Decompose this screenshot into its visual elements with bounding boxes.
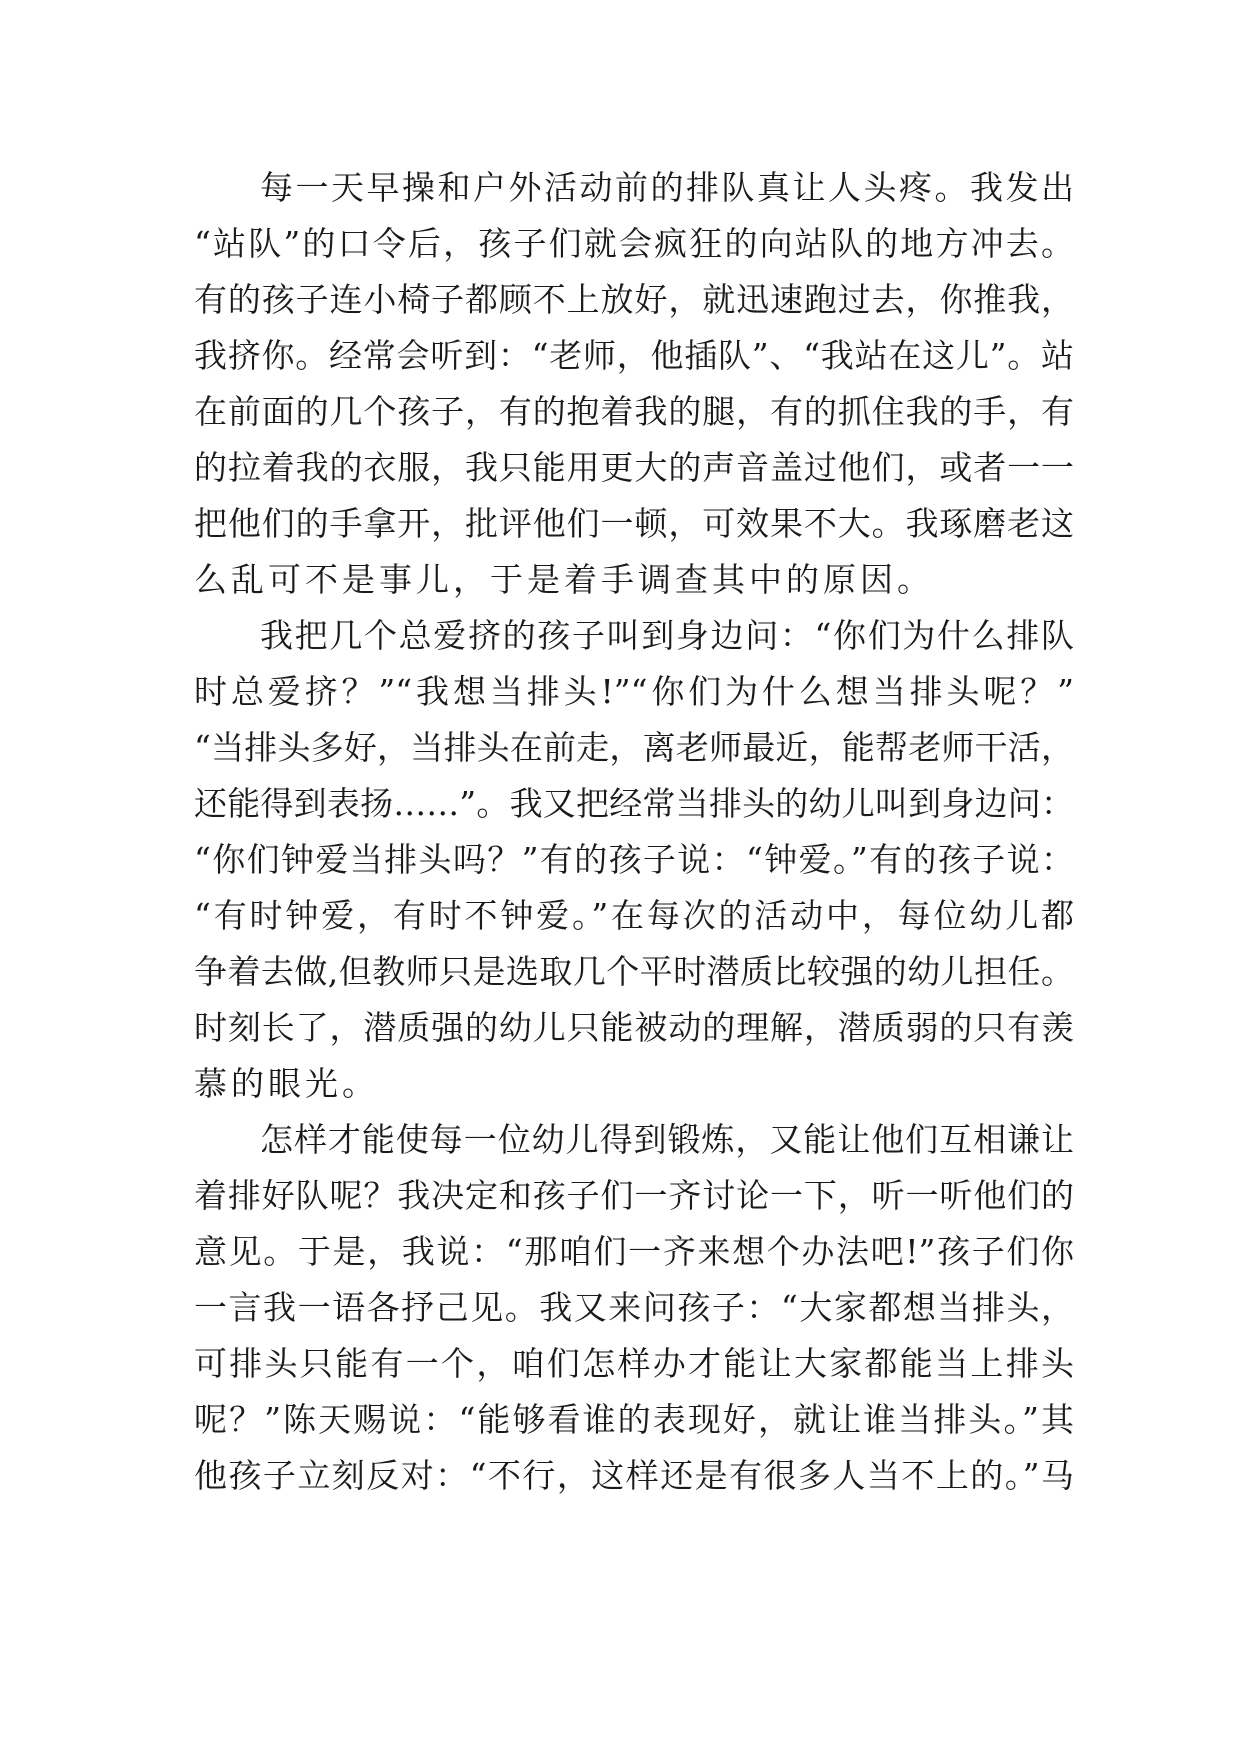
- text-line: “有时钟爱，有时不钟爱。”在每次的活动中，每位幼儿都: [194, 896, 1074, 935]
- paragraph: [194, 1112, 1074, 1504]
- body-text: [194, 160, 1074, 1504]
- paragraph: [194, 608, 1074, 1112]
- text-line: 有的孩子连小椅子都顾不上放好，就迅速跑过去，你推我，: [194, 280, 1074, 319]
- text-line: 他孩子立刻反对：“不行，这样还是有很多人当不上的。”马: [194, 1456, 1074, 1495]
- text-line: 怎样才能使每一位幼儿得到锻炼，又能让他们互相谦让: [260, 1120, 1074, 1159]
- paragraph: [194, 160, 1074, 608]
- text-line: 么乱可不是事儿，于是着手调查其中的原因。: [194, 560, 934, 599]
- text-line: 意见。于是，我说：“那咱们一齐来想个办法吧!”孩子们你: [194, 1232, 1074, 1271]
- text-line: 一言我一语各抒己见。我又来问孩子：“大家都想当排头，: [194, 1288, 1074, 1327]
- text-line: 我挤你。经常会听到：“老师，他插队”、“我站在这儿”。站: [194, 336, 1074, 375]
- text-line: “你们钟爱当排头吗？”有的孩子说：“钟爱。”有的孩子说：: [194, 840, 1074, 879]
- text-line: 慕的眼光。: [194, 1064, 379, 1103]
- text-line: 争着去做,但教师只是选取几个平时潜质比较强的幼儿担任。: [194, 952, 1074, 991]
- text-line: 在前面的几个孩子，有的抱着我的腿，有的抓住我的手，有: [194, 392, 1074, 431]
- text-line: 时总爱挤？”“我想当排头!”“你们为什么想当排头呢？”: [194, 672, 1074, 711]
- text-line: 的拉着我的衣服，我只能用更大的声音盖过他们，或者一一: [194, 448, 1074, 487]
- text-line: 还能得到表扬……”。我又把经常当排头的幼儿叫到身边问：: [194, 784, 1074, 823]
- text-line: 把他们的手拿开，批评他们一顿，可效果不大。我琢磨老这: [194, 504, 1074, 543]
- text-line: 我把几个总爱挤的孩子叫到身边问：“你们为什么排队: [260, 616, 1074, 655]
- text-line: 时刻长了，潜质强的幼儿只能被动的理解，潜质弱的只有羡: [194, 1008, 1074, 1047]
- text-line: “站队”的口令后，孩子们就会疯狂的向站队的地方冲去。: [194, 224, 1074, 263]
- text-line: 着排好队呢？我决定和孩子们一齐讨论一下，听一听他们的: [194, 1176, 1074, 1215]
- text-line: 可排头只能有一个，咱们怎样办才能让大家都能当上排头: [194, 1344, 1074, 1383]
- text-line: 每一天早操和户外活动前的排队真让人头疼。我发出: [260, 168, 1074, 207]
- text-line: “当排头多好，当排头在前走，离老师最近，能帮老师干活，: [194, 728, 1074, 767]
- text-line: 呢？”陈天赐说：“能够看谁的表现好，就让谁当排头。”其: [194, 1400, 1074, 1439]
